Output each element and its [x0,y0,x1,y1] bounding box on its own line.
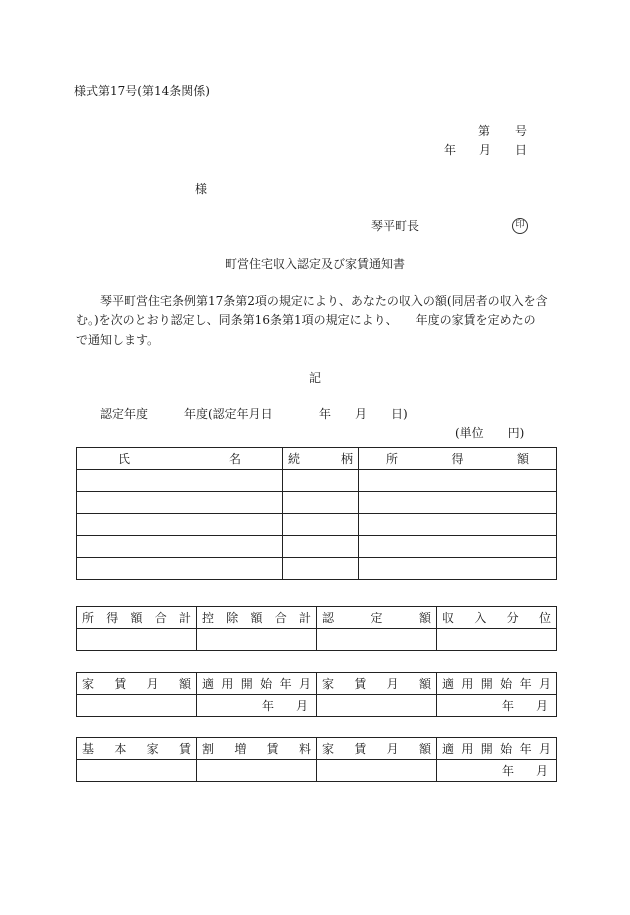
table-row [77,760,557,782]
rent-header-row [77,673,557,695]
header-start-ym-1 [197,673,317,695]
income-summary-table [76,606,557,651]
header-income-total [77,607,197,629]
header-income-text: 所 得 額 [386,452,529,466]
header-surcharge-text: 割 増 賃 料 [202,742,311,756]
header-name-text: 氏 名 [118,452,241,466]
relation-cell[interactable] [283,470,359,492]
relation-cell[interactable] [283,536,359,558]
income-total-cell[interactable] [77,629,197,651]
header-income-total-text: 所 得 額 合 計 [82,611,191,625]
header-start-ym-2-text: 適 用 開 始 年 月 [442,677,551,691]
number-go: 号 [515,124,528,138]
household-header-row [77,448,557,470]
rent-monthly-cell-1[interactable] [77,695,197,717]
number-dai: 第 [478,124,491,138]
date-month: 月 [479,143,492,157]
year-label: 年 [501,699,514,713]
header-rent-monthly-3-text: 家 賃 月 額 [322,742,431,756]
body-line-3: で通知します。 [76,333,160,347]
seal-icon: 印 [512,218,528,234]
household-table [76,447,557,580]
income-cell[interactable] [359,536,557,558]
relation-cell[interactable] [283,558,359,580]
header-name [77,448,283,470]
header-rent-monthly-3 [317,738,437,760]
start-ym-cell-1[interactable] [197,695,317,717]
month-label: 月 [535,699,548,713]
nintei-year: 年 [319,407,332,421]
date-year: 年 [444,143,457,157]
header-deduction-total-text: 控 除 額 合 計 [202,611,311,625]
name-cell[interactable] [77,514,283,536]
name-cell[interactable] [77,558,283,580]
header-rent-monthly-2 [317,673,437,695]
rent-table [76,672,557,717]
header-income-class-text: 収 入 分 位 [442,611,551,625]
header-income [359,448,557,470]
table-row [77,470,557,492]
nintei-label: 認定年度 [100,407,149,421]
header-certified-amount [317,607,437,629]
rent-monthly-cell-3[interactable] [317,760,437,782]
header-income-class [437,607,557,629]
name-cell[interactable] [77,536,283,558]
addressee-suffix: 様 [195,182,208,196]
nintei-day: 日) [391,407,408,421]
issuer-title: 琴平町長 [371,219,420,233]
name-cell[interactable] [77,470,283,492]
nintei-month: 月 [355,407,368,421]
table-row [77,558,557,580]
form-label: 様式第17号(第14条関係) [74,84,210,98]
header-base-rent [77,738,197,760]
header-base-rent-text: 基 本 家 賃 [82,742,191,756]
income-cell[interactable] [359,558,557,580]
surcharge-cell[interactable] [197,760,317,782]
month-label: 月 [535,764,548,778]
unit-label: (単位 円) [455,426,525,440]
ki-mark: 記 [309,371,322,385]
income-class-cell[interactable] [437,629,557,651]
header-start-ym-1-text: 適 用 開 始 年 月 [202,677,311,691]
header-rent-monthly-1-text: 家 賃 月 額 [82,677,191,691]
income-cell[interactable] [359,514,557,536]
table-row [77,629,557,651]
header-certified-amount-text: 認 定 額 [322,611,431,625]
header-start-ym-2 [437,673,557,695]
header-surcharge [197,738,317,760]
body-line-1: 琴平町営住宅条例第17条第2項の規定により、あなたの収入の額(同居者の収入を含 [100,294,548,308]
seal-mark [512,216,528,234]
start-ym-cell-3[interactable] [437,760,557,782]
header-relation [283,448,359,470]
rent-monthly-cell-2[interactable] [317,695,437,717]
table-row [77,514,557,536]
header-rent-monthly-2-text: 家 賃 月 額 [322,677,431,691]
table-row [77,695,557,717]
year-label: 年 [261,699,274,713]
name-cell[interactable] [77,492,283,514]
year-label: 年 [501,764,514,778]
body-line-2: む。)を次のとおり認定し、同条第16条第1項の規定により、 年度の家賃を定めたの [76,313,536,327]
document-title: 町営住宅収入認定及び家賃通知書 [225,257,406,271]
income-summary-header-row [77,607,557,629]
base-rent-table [76,737,557,782]
date-day: 日 [515,143,528,157]
deduction-total-cell[interactable] [197,629,317,651]
month-label: 月 [295,699,308,713]
header-start-ym-3-text: 適 用 開 始 年 月 [442,742,551,756]
header-rent-monthly-1 [77,673,197,695]
relation-cell[interactable] [283,492,359,514]
income-cell[interactable] [359,492,557,514]
header-relation-text: 続 柄 [288,452,353,466]
start-ym-cell-2[interactable] [437,695,557,717]
header-start-ym-3 [437,738,557,760]
income-cell[interactable] [359,470,557,492]
header-deduction-total [197,607,317,629]
certified-amount-cell[interactable] [317,629,437,651]
base-rent-header-row [77,738,557,760]
base-rent-cell[interactable] [77,760,197,782]
table-row [77,536,557,558]
table-row [77,492,557,514]
nintei-nendo: 年度(認定年月日 [184,407,273,421]
relation-cell[interactable] [283,514,359,536]
